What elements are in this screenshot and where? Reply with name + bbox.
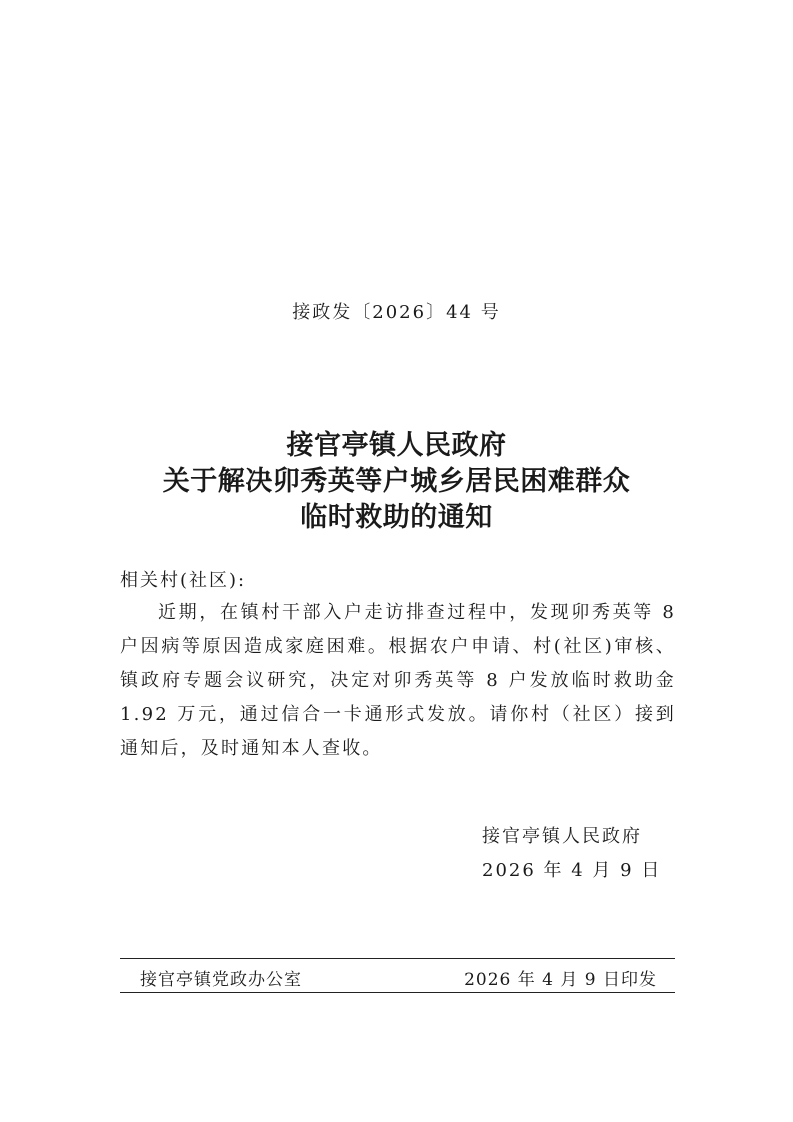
signature-date: 2026 年 4 月 9 日 [482,860,662,881]
title-line-1: 接官亭镇人民政府 [286,430,507,461]
footer-rule-top [120,958,675,959]
signature-block [482,820,661,888]
footer-issue-date: 2026 年 4 月 9 日印发 [464,970,657,990]
document-number: 接政发〔2026〕44 号 [292,302,501,323]
signature-organization: 接官亭镇人民政府 [482,826,642,847]
footer-issuer: 接官亭镇党政办公室 [140,970,302,990]
footer-rule-bottom [120,992,675,993]
salutation: 相关村(社区): [120,570,247,591]
title-line-2: 关于解决卯秀英等户城乡居民困难群众 [162,466,631,497]
document-title [0,428,793,536]
title-line-3: 临时救助的通知 [300,502,493,533]
body-paragraph: 近期，在镇村干部入户走访排查过程中，发现卯秀英等 8 户因病等原因造成家庭困难。根据农户申请、村(社区)审核、镇政府专题会议研究，决定对卯秀英等 8 户发放临时救助金 1.92 万元，通过信合一卡通形式发放。请你村（社区）接到通知后，及时通知本人查收。 [120,602,676,759]
